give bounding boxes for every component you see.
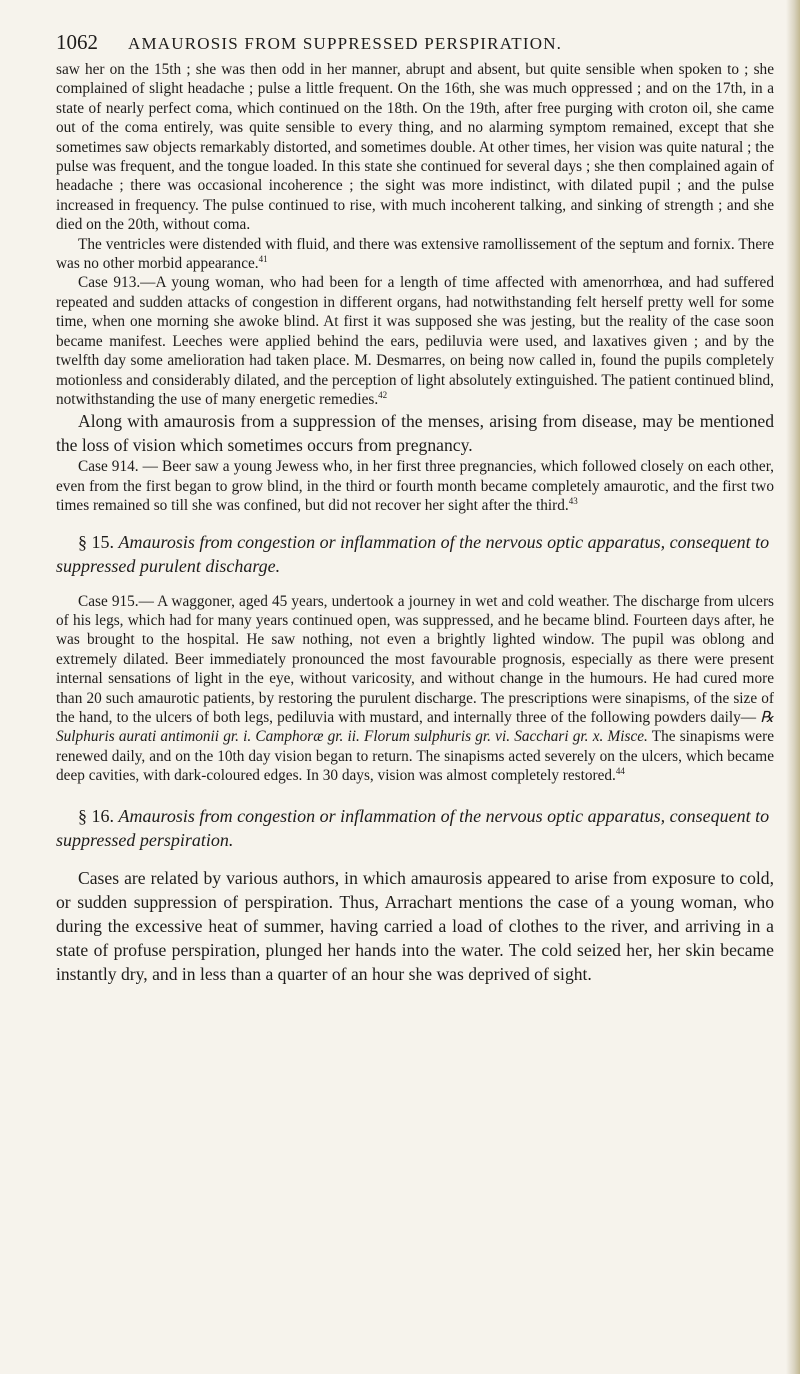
prescription: ℞ Sulphuris aurati antimonii gr. i. Camphoræ gr. ii. Florum sulphuris gr. vi. Sacchari gr. x. Misce.	[56, 708, 774, 746]
footnote-ref: 42	[378, 389, 388, 400]
section-heading-15: § 15. Amaurosis from congestion or inflammation of the nervous optic apparatus, consequent to suppressed purulent discharge.	[56, 531, 770, 576]
paragraph-autopsy: The ventricles were distended with fluid, and there was extensive ramollissement of the septum and fornix. There was no other morbid appearance.$^{41}$	[56, 235, 774, 273]
paragraph-case-915: Case 915.— A waggoner, aged 45 years, undertook a journey in wet and cold weather. The discharge from ulcers of his legs, which had for many years continued open, was suppressed, and he became blind. Fourteen days after, he was brought to the hospital. He saw nothing, not even a brightly lighted window. The pupil was oblong and extremely dilated. Beer immediately pronounced the most favourable prognosis, especially as there were present internal sensations of light in the eye, without varicosity, and without change in the humours. He had cured more than 20 such amaurotic patients, by restoring the purulent discharge. The prescriptions were sinapisms, of the size of the hand, to the ulcers of both legs, pediluvia with mustard, and internally three of the following powders daily— ℞ Sulphuris aurati antimonii gr. i. Camphoræ gr. ii. Florum sulphuris gr. vi. Sacchari gr. x. Misce. The sinapisms were renewed daily, and on the 10th day vision began to return. The sinapisms acted severely on the ulcers, which became deep cavities, with dark-coloured edges. In 30 days, vision was almost completely restored.$^{44}$	[56, 592, 774, 785]
footnote-ref: 43	[568, 496, 578, 507]
running-title: AMAUROSIS FROM SUPPRESSED PERSPIRATION.	[128, 34, 563, 53]
paragraph-pregnancy-intro: Along with amaurosis from a suppression of the menses, arising from disease, may be mentioned the loss of vision which sometimes occurs from pregnancy.	[56, 411, 774, 456]
paragraph-perspiration-cases: Cases are related by various authors, in which amaurosis appeared to arise from exposure to cold, or sudden suppression of perspiration. Thus, Arrachart mentions the case of a young woman, who during the excessive heat of summer, having carried a load of clothes to the river, and arriving in a state of profuse perspiration, plunged her hands into the water. The cold seized her, her skin became instantly dry, and in less than a quarter of an hour she was deprived of sight.	[56, 867, 774, 984]
footnote-ref: 44	[615, 766, 625, 777]
paragraph-case-913: Case 913.—A young woman, who had been for a length of time affected with amenorrhœa, and had suffered repeated and sudden attacks of congestion in different organs, had notwithstanding felt herself pretty well for some time, when one morning she awoke blind. At first it was supposed she was jesting, but the reality of the case soon became manifest. Leeches were applied behind the ears, pediluvia were used, and laxatives given ; and by the twelfth day some amelioration had taken place. M. Desmarres, on being now called in, found the pupils completely motionless and considerably dilated, and the perception of light absolutely extinguished. The patient continued blind, notwithstanding the use of many energetic remedies.$^{42}$	[56, 274, 774, 408]
paragraph-case-914: Case 914. — Beer saw a young Jewess who, in her first three pregnancies, which followed closely on each other, even from the first began to grow blind, in the third or fourth month became completely amaurotic, and the first two times remained so till she was confined, but did not recover her sight after the third.$^{43}$	[56, 458, 774, 515]
section-heading-16: § 16. Amaurosis from congestion or inflammation of the nervous optic apparatus, consequent to suppressed perspiration.	[56, 805, 770, 850]
page-edge-shadow	[786, 0, 800, 1374]
page-number: 1062	[56, 30, 98, 54]
paragraph-case-continuation: saw her on the 15th ; she was then odd in her manner, abrupt and absent, but quite sensible when spoken to ; she complained of slight headache ; pulse a little frequent. On the 16th, she was much oppressed ; and on the 17th, in a state of nearly perfect coma, which continued on the 18th. On the 19th, after free purging with croton oil, she came out of the coma entirely, was quite sensible to every thing, and no alarming symptom remained, except that she sometimes saw objects remarkably distorted, and sometimes double. At other times, her vision was quite natural ; the pulse was frequent, and the tongue loaded. In this state she continued for several days ; she then complained again of headache ; there was occasional incoherence ; the sight was more indistinct, with dilated pupil ; and the pulse increased in frequency. The pulse continued to rise, with much incoherent talking, and sinking of strength ; and she died on the 20th, without coma.	[56, 61, 774, 234]
book-page	[56, 30, 774, 986]
footnote-ref: 41	[258, 253, 268, 264]
page-header	[56, 30, 774, 60]
